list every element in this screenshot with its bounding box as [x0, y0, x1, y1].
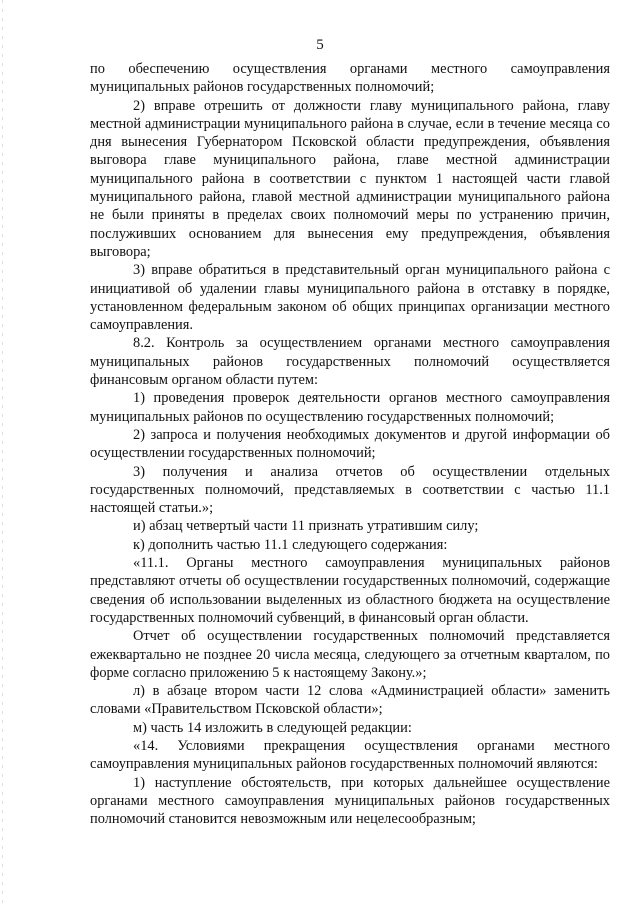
paragraph-control-item-3: 3) получения и анализа отчетов об осуществлении отдельных государственных полномочий, представляемых в соответствии с частью 11.1 настоящей статьи.»;	[90, 463, 610, 517]
paragraph-amendment-i: и) абзац четвертый части 11 признать утратившим силу;	[133, 518, 479, 535]
paragraph-continuation: по обеспечению осуществления органами местного самоуправления муниципальных районов государственных полномочий;	[90, 61, 610, 96]
paragraph-8-2-control: 8.2. Контроль за осуществлением органами местного самоуправления муниципальных районов государственных полномочий осуществляется финансовым органом области путем:	[90, 335, 610, 389]
paragraph-part-14-item-1: 1) наступление обстоятельств, при которых дальнейшее осуществление органами местного самоуправления муниципальных районов государственных полномочий становится невозможным или нецелесообразным;	[90, 774, 610, 828]
paragraph-amendment-m: м) часть 14 изложить в следующей редакции:	[133, 719, 412, 736]
document-body	[90, 60, 610, 828]
paragraph-part-11-1: «11.1. Органы местного самоуправления муниципальных районов представляют отчеты об осуществлении государственных полномочий, содержащие сведения об использовании выделенных из областного бюджета на осуществление государственных полномочий субвенций, в финансовый орган области.	[90, 555, 610, 626]
scan-edge-artifact	[2, 0, 3, 905]
paragraph-item-3-removal-initiative: 3) вправе обратиться в представительный орган муниципального района с инициативой об удалении главы муниципального района в отставку в порядке, установленном федеральным законом об общих принципах организации местного самоуправления.	[90, 262, 610, 334]
paragraph-item-2-dismissal: 2) вправе отрешить от должности главу муниципального района, главу местной администрации муниципального района в случае, если в течение месяца со дня вынесения Губернатором Псковской области предупреждения, объявления выговора главе муниципального района, главе местной администрации муниципального района в соответствии с пунктом 1 настоящей части главой муниципального района, главой местной администрации муниципального района не были приняты в пределах своих полномочий меры по устранению причин, послуживших основанием для вынесения ему предупреждения, объявления выговора;	[90, 97, 610, 260]
paragraph-amendment-k: к) дополнить частью 11.1 следующего содержания:	[133, 536, 448, 553]
page-number: 5	[316, 37, 324, 53]
paragraph-part-14: «14. Условиями прекращения осуществления органами местного самоуправления муниципальных районов государственных полномочий являются:	[90, 737, 610, 773]
paragraph-control-item-1: 1) проведения проверок деятельности органов местного самоуправления муниципальных районов по осуществлению государственных полномочий;	[90, 390, 610, 425]
paragraph-control-item-2: 2) запроса и получения необходимых документов и другой информации об осуществлении государственных полномочий;	[90, 426, 610, 462]
paragraph-report-deadline: Отчет об осуществлении государственных полномочий представляется ежеквартально не позднее 20 числа месяца, следующего за отчетным кварталом, по форме согласно приложению 5 к настоящему Закону.»;	[90, 628, 610, 681]
paragraph-amendment-l: л) в абзаце втором части 12 слова «Администрацией области» заменить словами «Правительством Псковской области»;	[90, 683, 610, 718]
